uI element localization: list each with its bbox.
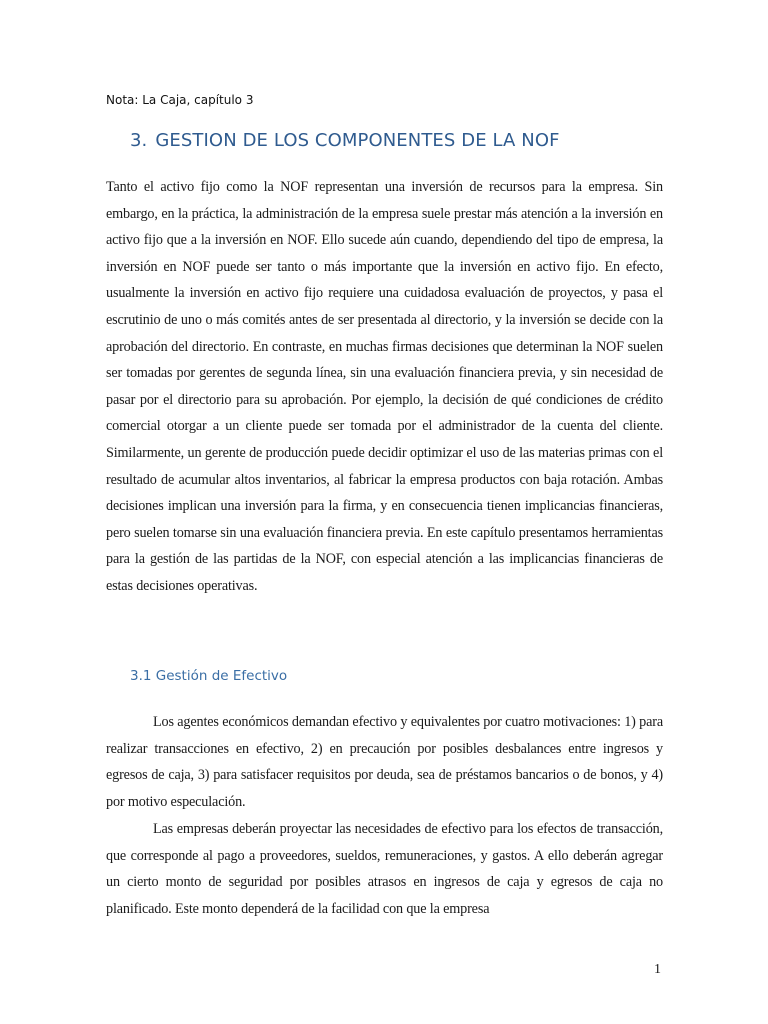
page-number: 1 — [654, 962, 661, 977]
chapter-number: 3. — [130, 130, 148, 151]
header-note: Nota: La Caja, capítulo 3 — [106, 93, 254, 107]
chapter-title-text: GESTION DE LOS COMPONENTES DE LA NOF — [155, 130, 560, 151]
section-paragraph-1: Los agentes económicos demandan efectivo y equivalentes por cuatro motivaciones: 1) para realizar transacciones en efectivo, 2) en precaución por posibles desbalances entre ingresos y egresos de caja, 3) para satisfacer requisitos por deuda, sea de préstamos bancarios o de bonos, y 4) por motivo especulación. — [106, 714, 663, 810]
chapter-title — [130, 130, 560, 151]
section-title: 3.1 Gestión de Efectivo — [130, 668, 288, 684]
section-paragraph-2: Las empresas deberán proyectar las necesidades de efectivo para los efectos de transacción, que corresponde al pago a proveedores, sueldos, remuneraciones, y gastos. A ello deberán agregar un cierto monto de seguridad por posibles atrasos en ingresos de caja y egresos de caja no planificado. Este monto dependerá de la facilidad con que la empresa — [106, 821, 663, 917]
intro-paragraph: Tanto el activo fijo como la NOF representan una inversión de recursos para la empresa. Sin embargo, en la práctica, la administración de la empresa suele prestar más atención a la inversión en activo fijo que a la inversión en NOF. Ello sucede aún cuando, dependiendo del tipo de empresa, la inversión en NOF puede ser tanto o más importante que la inversión en activo fijo. En efecto, usualmente la inversión en activo fijo requiere una cuidadosa evaluación de proyectos, y pasa el escrutinio de uno o más comités antes de ser presentada al directorio, y la inversión se decide con la aprobación del directorio. En contraste, en muchas firmas decisiones que determinan la NOF suelen ser tomadas por gerentes de segunda línea, sin una evaluación financiera previa, y sin necesidad de pasar por el directorio para su aprobación. Por ejemplo, la decisión de qué condiciones de crédito comercial otorgar a un cliente puede ser tomada por el administrador de la cuenta del cliente. Similarmente, un gerente de producción puede decidir optimizar el uso de las materias primas con el resultado de acumular altos inventarios, al fabricar la empresa productos con baja rotación. Ambas decisiones implican una inversión para la firma, y en consecuencia tienen implicancias financieras, pero suelen tomarse sin una evaluación financiera previa. En este capítulo presentamos herramientas para la gestión de las partidas de la NOF, con especial atención a las implicancias financieras de estas decisiones operativas. — [106, 179, 663, 594]
